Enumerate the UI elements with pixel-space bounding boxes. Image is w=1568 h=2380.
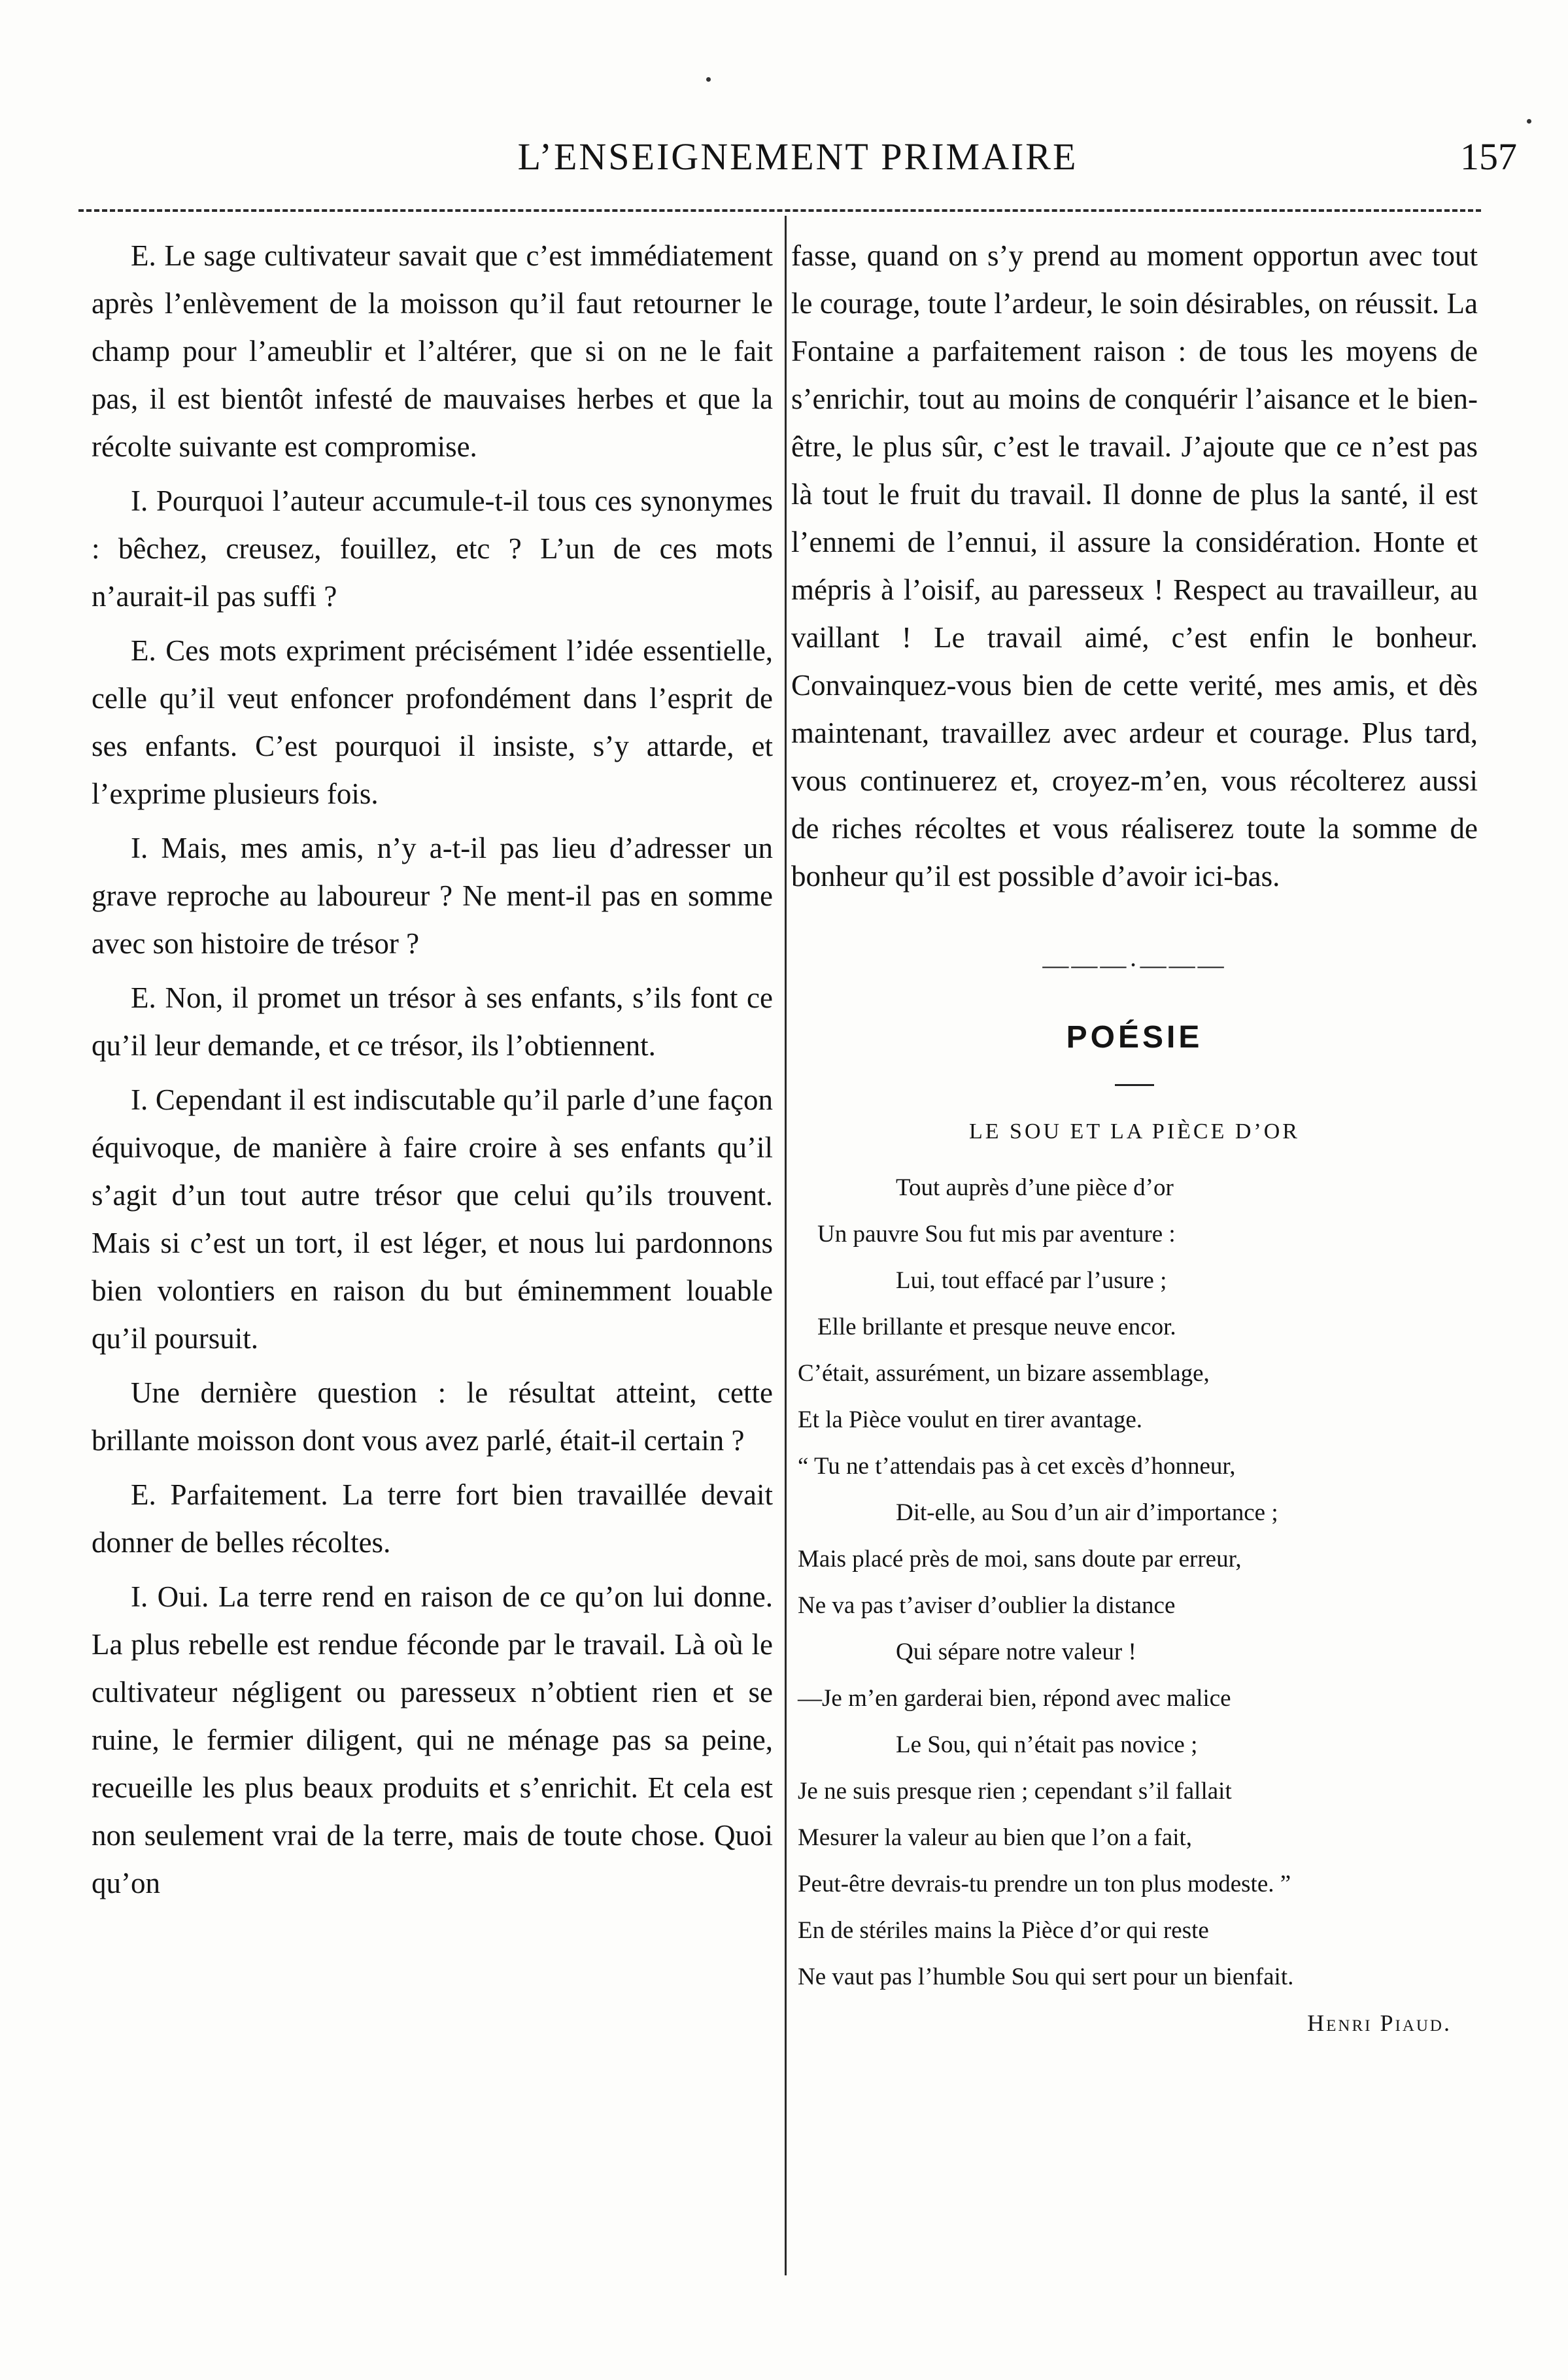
- running-head: [78, 131, 1517, 183]
- poem-line: Mesurer la valeur au bien que l’on a fait,: [798, 1824, 1193, 1851]
- header-rule: [78, 209, 1481, 212]
- poem-line: Mais placé près de moi, sans doute par erreur,: [798, 1546, 1242, 1572]
- ink-speck: [1527, 119, 1531, 124]
- poem-line: Un pauvre Sou fut mis par aventure :: [817, 1221, 1176, 1248]
- paragraph: I. Mais, mes amis, n’y a-t-il pas lieu d’adresser un grave reproche au laboureur ? Ne ment-il pas en somme avec son histoire de trésor ?: [92, 832, 773, 960]
- poem-title: LE SOU ET LA PIÈCE D’OR: [969, 1119, 1300, 1144]
- poem-line: —Je m’en garderai bien, répond avec malice: [798, 1685, 1231, 1712]
- paragraph: E. Ces mots expriment précisément l’idée essentielle, celle qu’il veut enfoncer profondément dans l’esprit de ses enfants. C’est pourquoi il insiste, s’y attarde, et l’exprime plusieurs fois.: [92, 634, 773, 810]
- poem: [791, 1164, 1478, 2000]
- poem-line: Peut-être devrais-tu prendre un ton plus modeste. ”: [798, 1871, 1291, 1897]
- paragraph: I. Pourquoi l’auteur accumule-t-il tous ces synonymes : bêchez, creusez, fouillez, etc ? L’un de ces mots n’aurait-il pas suffi ?: [92, 484, 773, 613]
- ink-speck: [706, 77, 711, 82]
- page-number: 157: [1460, 135, 1517, 178]
- poem-line: Ne vaut pas l’humble Sou qui sert pour un bienfait.: [798, 1964, 1294, 1990]
- poem-line: C’était, assurément, un bizare assemblage,: [798, 1360, 1210, 1387]
- right-column: [791, 232, 1478, 2046]
- section-title: POÉSIE: [1066, 1020, 1203, 1055]
- paragraph: I. Cependant il est indiscutable qu’il parle d’une façon équivoque, de manière à faire croire à ses enfants qu’il s’agit d’un tout autre trésor que celui qu’ils trouvent. Mais si c’est un tort, il est léger, et nous lui pardonnons bien volontiers en raison du but éminemment louable qu’il poursuit.: [92, 1083, 773, 1355]
- paragraph: E. Non, il promet un trésor à ses enfants, s’ils font ce qu’il leur demande, et ce trésor, ils l’obtiennent.: [92, 981, 773, 1062]
- section-ornament: ———·———: [1042, 950, 1227, 979]
- paragraph: Une dernière question : le résultat atteint, cette brillante moisson dont vous avez parlé, était-il certain ?: [92, 1376, 773, 1457]
- left-column: [92, 232, 773, 1914]
- poem-line: Je ne suis presque rien ; cependant s’il fallait: [798, 1778, 1232, 1805]
- poem-line: Ne va pas t’aviser d’oublier la distance: [798, 1592, 1176, 1619]
- poem-line: “ Tu ne t’attendais pas à cet excès d’honneur,: [798, 1453, 1236, 1480]
- running-title: L’ENSEIGNEMENT PRIMAIRE: [517, 135, 1078, 178]
- paragraph-continuation: fasse, quand on s’y prend au moment opportun avec tout le courage, toute l’ardeur, le soin désirables, on réussit. La Fontaine a parfaitement raison : de tous les moyens de s’enrichir, tout au moins de conquérir l’aisance et le bien-être, le plus sûr, c’est le travail. J’ajoute que ce n’est pas là tout le fruit du travail. Il donne de plus la santé, il est l’ennemi de l’ennui, il assure la considération. Honte et mépris à l’oisif, au paresseux ! Respect au travailleur, au vaillant ! Le travail aimé, c’est enfin le bonheur. Convainquez-vous bien de cette verité, mes amis, et dès maintenant, travaillez avec ardeur et courage. Plus tard, vous continuerez et, croyez-m’en, vous récolterez aussi de riches récoltes et vous réaliserez toute la somme de bonheur qu’il est possible d’avoir ici-bas.: [791, 239, 1478, 892]
- poem-line: Qui sépare notre valeur !: [896, 1639, 1136, 1665]
- column-divider: [785, 216, 787, 2275]
- poem-line: Dit-elle, au Sou d’un air d’importance ;: [896, 1499, 1278, 1526]
- poem-line: Le Sou, qui n’était pas novice ;: [896, 1731, 1198, 1758]
- paragraph: E. Le sage cultivateur savait que c’est immédiatement après l’enlèvement de la moisson qu’il faut retourner le champ pour l’ameublir et l’altérer, que si on ne le fait pas, il est bientôt infesté de mauvaises herbes et que la récolte suivante est compromise.: [92, 239, 773, 463]
- paragraph: E. Parfaitement. La terre fort bien travaillée devait donner de belles récoltes.: [92, 1478, 773, 1559]
- poem-line: Elle brillante et presque neuve encor.: [817, 1314, 1176, 1340]
- poem-signature: Henri Piaud.: [1307, 2010, 1452, 2036]
- title-rule: [1115, 1084, 1154, 1086]
- poem-line: Lui, tout effacé par l’usure ;: [896, 1267, 1167, 1294]
- poem-line: En de stériles mains la Pièce d’or qui reste: [798, 1917, 1209, 1944]
- poem-line: Et la Pièce voulut en tirer avantage.: [798, 1406, 1143, 1433]
- poem-line: Tout auprès d’une pièce d’or: [896, 1174, 1174, 1201]
- paragraph: I. Oui. La terre rend en raison de ce qu’on lui donne. La plus rebelle est rendue féconde par le travail. Là où le cultivateur négligent ou paresseux n’obtient rien et se ruine, le fermier diligent, qui ne ménage pas sa peine, recueille les plus beaux produits et s’enrichit. Et cela est non seulement vrai de la terre, mais de toute chose. Quoi qu’on: [92, 1580, 773, 1899]
